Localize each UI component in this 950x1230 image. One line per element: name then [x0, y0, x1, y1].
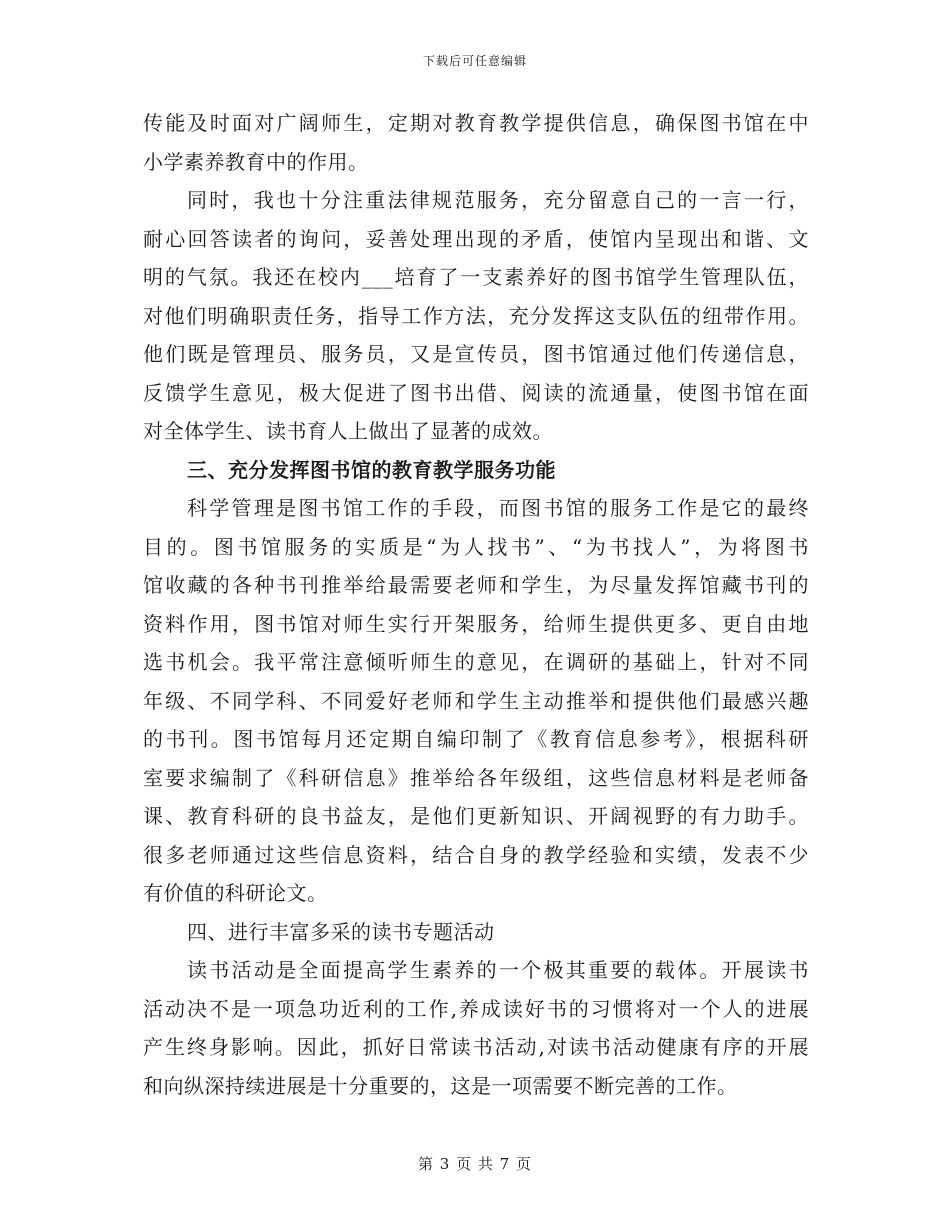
section-heading: 四、进行丰富多采的读书专题活动	[187, 919, 495, 944]
paragraph-line: 很多老师通过这些信息资料，结合自身的教学经验和实绩，发表不少	[143, 842, 809, 867]
paragraph-line: 耐心回答读者的询问，妥善处理出现的矛盾，使馆内呈现出和谐、文	[143, 226, 809, 251]
paragraph-line: 对他们明确职责任务，指导工作方法，充分发挥这支队伍的纽带作用。	[143, 303, 809, 328]
header-note: 下载后可任意编辑	[422, 54, 527, 68]
section-heading: 三、充分发挥图书馆的教育教学服务功能	[187, 457, 556, 482]
paragraph-line: 年级、不同学科、不同爱好老师和学生主动推举和提供他们最感兴趣	[143, 688, 809, 713]
paragraph-line: 室要求编制了《科研信息》推举给各年级组，这些信息材料是老师备	[143, 765, 809, 790]
paragraph-line: 反馈学生意见，极大促进了图书出借、阅读的流通量，使图书馆在面	[143, 380, 809, 405]
page-number: 第 3 页 共 7 页	[418, 1155, 532, 1173]
paragraph-line: 目的。图书馆服务的实质是“为人找书”、“为书找人”，为将图书	[143, 534, 809, 559]
document-body	[143, 104, 809, 1105]
paragraph-line: 和向纵深持续进展是十分重要的，这是一项需要不断完善的工作。	[143, 1073, 738, 1098]
paragraph-line: 传能及时面对广阔师生，定期对教育教学提供信息，确保图书馆在中	[143, 111, 809, 135]
paragraph-line: 对全体学生、读书育人上做出了显著的成效。	[143, 419, 553, 443]
paragraph-line: 有价值的科研论文。	[143, 881, 328, 905]
paragraph-line: 选书机会。我平常注意倾听师生的意见，在调研的基础上，针对不同	[143, 650, 809, 674]
paragraph-line: 资料作用，图书馆对师生实行开架服务，给师生提供更多、更自由地	[143, 611, 809, 636]
paragraph-line: 同时，我也十分注重法律规范服务，充分留意自己的一言一行，	[187, 188, 809, 212]
paragraph-line: 他们既是管理员、服务员，又是宣传员，图书馆通过他们传递信息，	[143, 342, 809, 366]
paragraph-line: 产生终身影响。因此，抓好日常读书活动,对读书活动健康有序的开展	[143, 1035, 809, 1059]
paragraph-line: 明的气氛。我还在校内___培育了一支素养好的图书馆学生管理队伍，	[143, 265, 809, 289]
paragraph-line: 读书活动是全面提高学生素养的一个极其重要的载体。开展读书	[187, 958, 809, 982]
paragraph-line: 课、教育科研的良书益友，是他们更新知识、开阔视野的有力助手。	[143, 804, 809, 828]
paragraph-line: 活动决不是一项急功近利的工作,养成读好书的习惯将对一个人的进展	[143, 996, 809, 1021]
paragraph-line: 小学素养教育中的作用。	[143, 149, 369, 174]
paragraph-line: 馆收藏的各种书刊推举给最需要老师和学生，为尽量发挥馆藏书刊的	[143, 573, 809, 597]
paragraph-line: 的书刊。图书馆每月还定期自编印制了《教育信息参考》，根据科研	[143, 727, 809, 751]
paragraph-line: 科学管理是图书馆工作的手段，而图书馆的服务工作是它的最终	[187, 496, 809, 520]
